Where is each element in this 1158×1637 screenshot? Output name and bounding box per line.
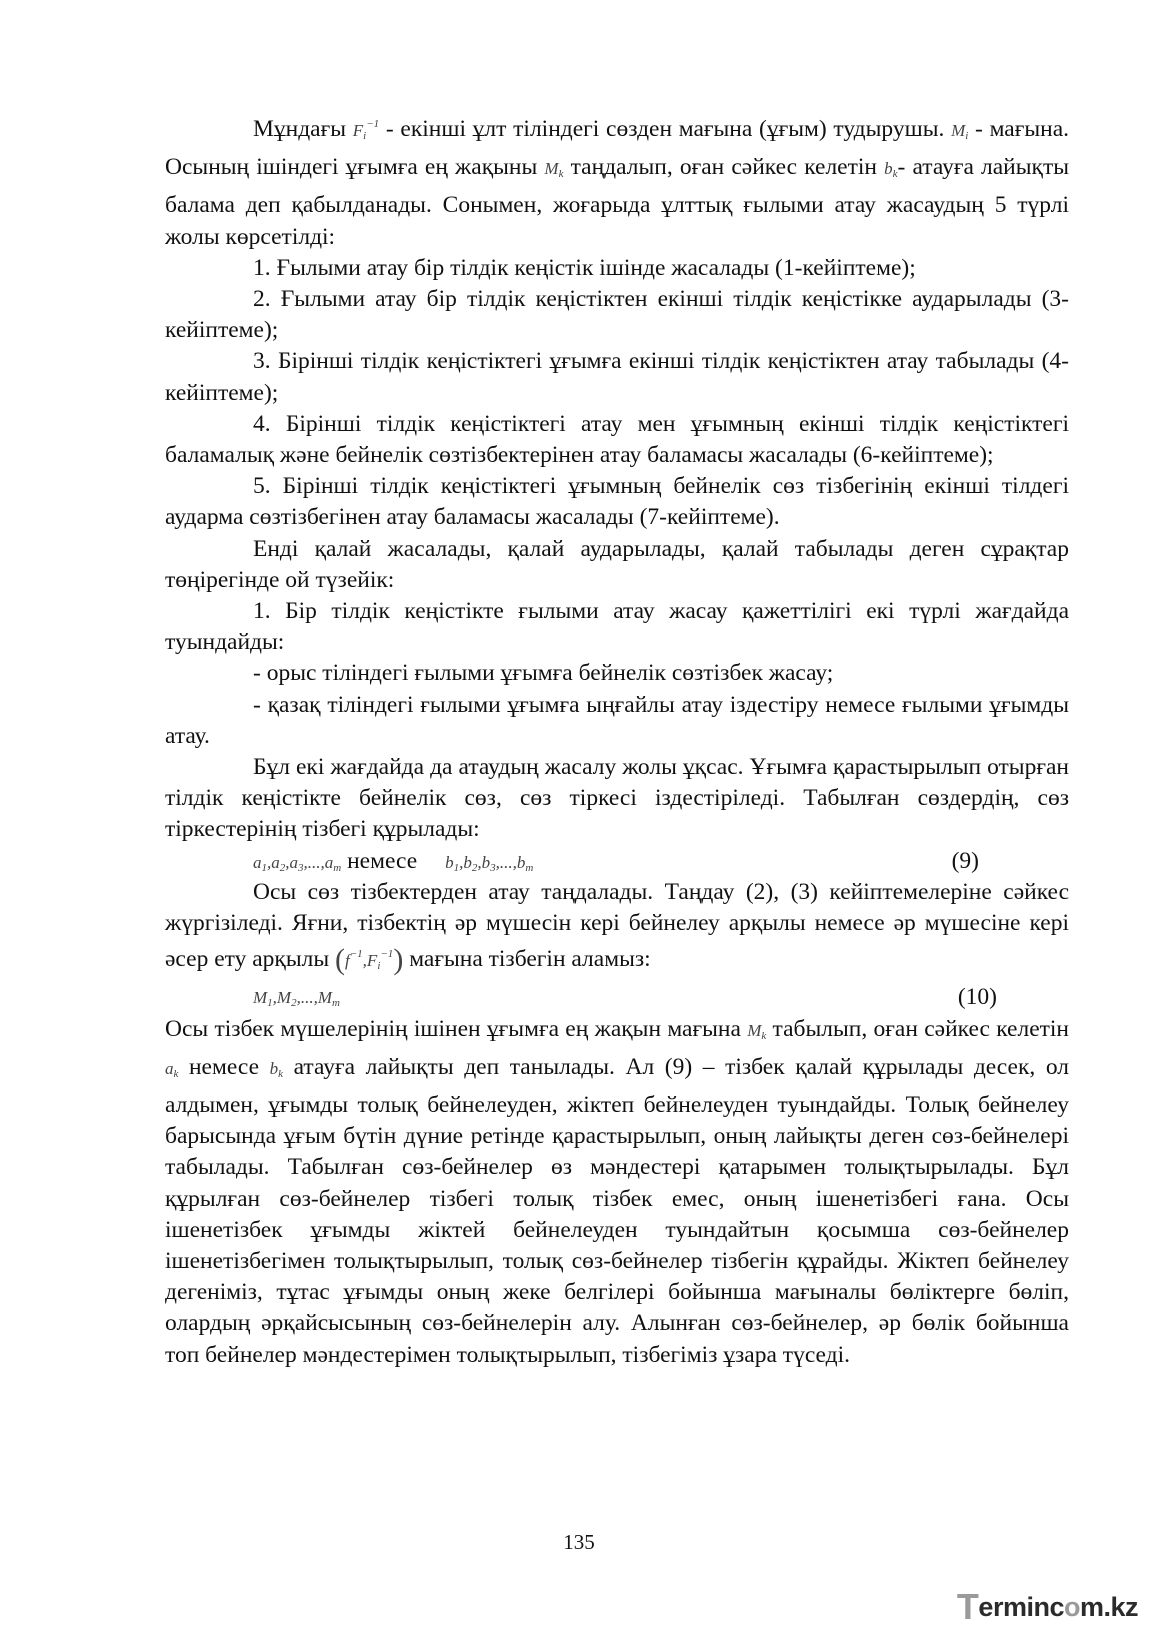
symbol-M-k: $M_k$	[747, 1020, 767, 1042]
symbol-inverse-pair: $f^{-1},F_i^{-1}$	[345, 948, 394, 973]
equation-9-number: (9)	[951, 847, 979, 874]
list-item-4: 4. Бірінші тілдік кеңістіктегі атау мен ұғымның екінші тілдік кеңістіктегі баламалық және бейнелік сөзтізбектерінен атау баламасы жасалады (6-кейіптеме);	[165, 410, 1069, 469]
symbol-M-k: $M_k$	[544, 159, 564, 181]
text-run: - екінші ұлт тіліндегі сөзден мағына (ұғым) тудырушы.	[379, 116, 945, 142]
paragraph-selection: Осы сөз тізбектерден атау таңдалады. Таңдау (2), (3) кейіптемелеріне сәйкес жүргізіледі. Яғни, тізбектің әр мүшесін кері бейнелеу арқылы немесе әр мүшесіне кері әсер ету арқылы $(f^{-1},F_i^{-1})$ мағына тізбегін аламыз:	[165, 878, 1069, 977]
paragraph-definition	[165, 109, 1069, 253]
text-run: Мұндағы	[253, 116, 347, 142]
text-run: - мағына. Осының ішіндегі ұғымға ең жақыны	[165, 116, 1070, 181]
symbol-M-i: $M_i$	[951, 121, 969, 142]
dash-item-1: - орыс тіліндегі ғылыми ұғымға бейнелік сөзтізбек жасау;	[253, 660, 834, 687]
paragraph-sequence: Бұл екі жағдайда да атаудың жасалу жолы ұқсас. Ұғымға қарастырылып отырған тілдік кеңістікте бейнелік сөз, сөз тіркесі іздестіріледі. Табылған сөздердің, сөз тіркестерінің тізбегі құрылады:	[165, 754, 1069, 843]
list-item-1: 1. Ғылыми атау бір тілдік кеңістік ішінде жасалады (1-кейіптеме);	[253, 254, 916, 281]
equation-10	[165, 982, 1069, 1013]
list-item-5: 5. Бірінші тілдік кеңістіктегі ұғымның бейнелік сөз тізбегінің екінші тілдегі аударма сөзтізбегінен атау баламасы жасалады (7-кейіптеме).	[165, 473, 1069, 531]
text-run: немесе	[178, 1053, 270, 1080]
symbol-b-k: $b_k$	[269, 1058, 283, 1080]
text-run: мағына тізбегін аламыз:	[403, 946, 651, 973]
equation-10-expression: $M_1,M_2,...,M_m$	[253, 988, 340, 1010]
equation-10-number: (10)	[957, 984, 997, 1011]
equation-9-word: немесе	[347, 847, 418, 874]
symbol-b-k: $b_k$	[884, 159, 898, 181]
body-text	[165, 109, 1069, 1371]
text-run: таңдалып, оған сәйкес келетін	[563, 154, 885, 181]
termincom-logo[interactable]: Termincom.kz	[956, 1586, 1138, 1627]
dash-item-2: - қазақ тіліндегі ғылыми ұғымға ыңғайлы атау іздестіру немесе ғылыми ұғымды атау.	[165, 691, 1069, 749]
text-run: - атауға лайықты балама деп қабылданады. Сонымен, жоғарыда ұлттық ғылыми атау жасаудың 5 түрлі жолы көрсетілді:	[165, 154, 1070, 250]
paragraph-case: 1. Бір тілдік кеңістікте ғылыми атау жасау қажеттілігі екі түрлі жағдайда туындайды:	[165, 598, 1069, 656]
equation-9-expression: $a_1,a_2,a_3,...,a_m$ немесе $b_1,b_2,b_3,...,b_m$	[253, 847, 534, 874]
list-item-3: 3. Бірінші тілдік кеңістіктегі ұғымға екінші тілдік кеңістіктен атау табылады (4-кейіптеме);	[165, 348, 1069, 406]
page-number: 135	[563, 1530, 595, 1554]
text-run: табылып, оған сәйкес келетін	[766, 1015, 1070, 1042]
paragraph-question: Енді қалай жасалады, қалай аударылады, қалай табылады деген сұрақтар төңірегінде ой түзейік:	[165, 535, 1069, 593]
symbol-a-k: $a_k$	[165, 1058, 179, 1080]
paragraph-conclusion	[165, 1014, 1069, 1371]
text-run: атауға лайықты деп танылады. Ал (9) – тізбек қалай құрылады десек, ол алдымен, ұғымды толық бейнелеуден, жіктеп бейнелеуден туындайды. Толық бейнелеу барысында ұғым бүтін дүние ретінде қарастырылып, оның лайықты деген сөз-бейнелері табылады. Табылған сөз-бейнелер өз мәндестері қатарымен толықтырылады. Бұл құрылған сөз-бейнелер тізбегі толық тізбек емес, оның ішенетізбегі ғана. Осы ішенетізбек ұғымды жіктей бейнелеуден туындайтын қосымша сөз-бейнелер ішенетізбегімен толықтырылып, толық сөз-бейнелер тізбегін құрайды. Жіктеп бейнелеу дегеніміз, тұтас ұғымды оның жеке белгілері бойынша мағыналы бөліктерге бөліп, олардың әрқайсысының сөз-бейнелерін алу. Алынған сөз-бейнелер, әр бөлік бойынша топ бейнелер мәндестерімен толықтырылып, тізбегіміз ұзара түседі.	[165, 1053, 1069, 1368]
text-run: Осы тізбек мүшелерінің ішінен ұғымға ең жақын мағына	[165, 1015, 748, 1042]
text-run: Осы сөз тізбектерден атау таңдалады. Таңдау (2), (3) кейіптемелеріне сәйкес жүргізіледі. Яғни, тізбектің әр мүшесін кері бейнелеу арқылы немесе әр мүшесіне кері әсер ету арқылы	[165, 878, 1069, 973]
equation-9	[165, 846, 1069, 877]
list-item-2: 2. Ғылыми атау бір тілдік кеңістіктен екінші тілдік кеңістікке аударылады (3-кейіптеме);	[165, 286, 1069, 344]
symbol-F-inverse: $F_i^{-1}$	[352, 118, 380, 142]
